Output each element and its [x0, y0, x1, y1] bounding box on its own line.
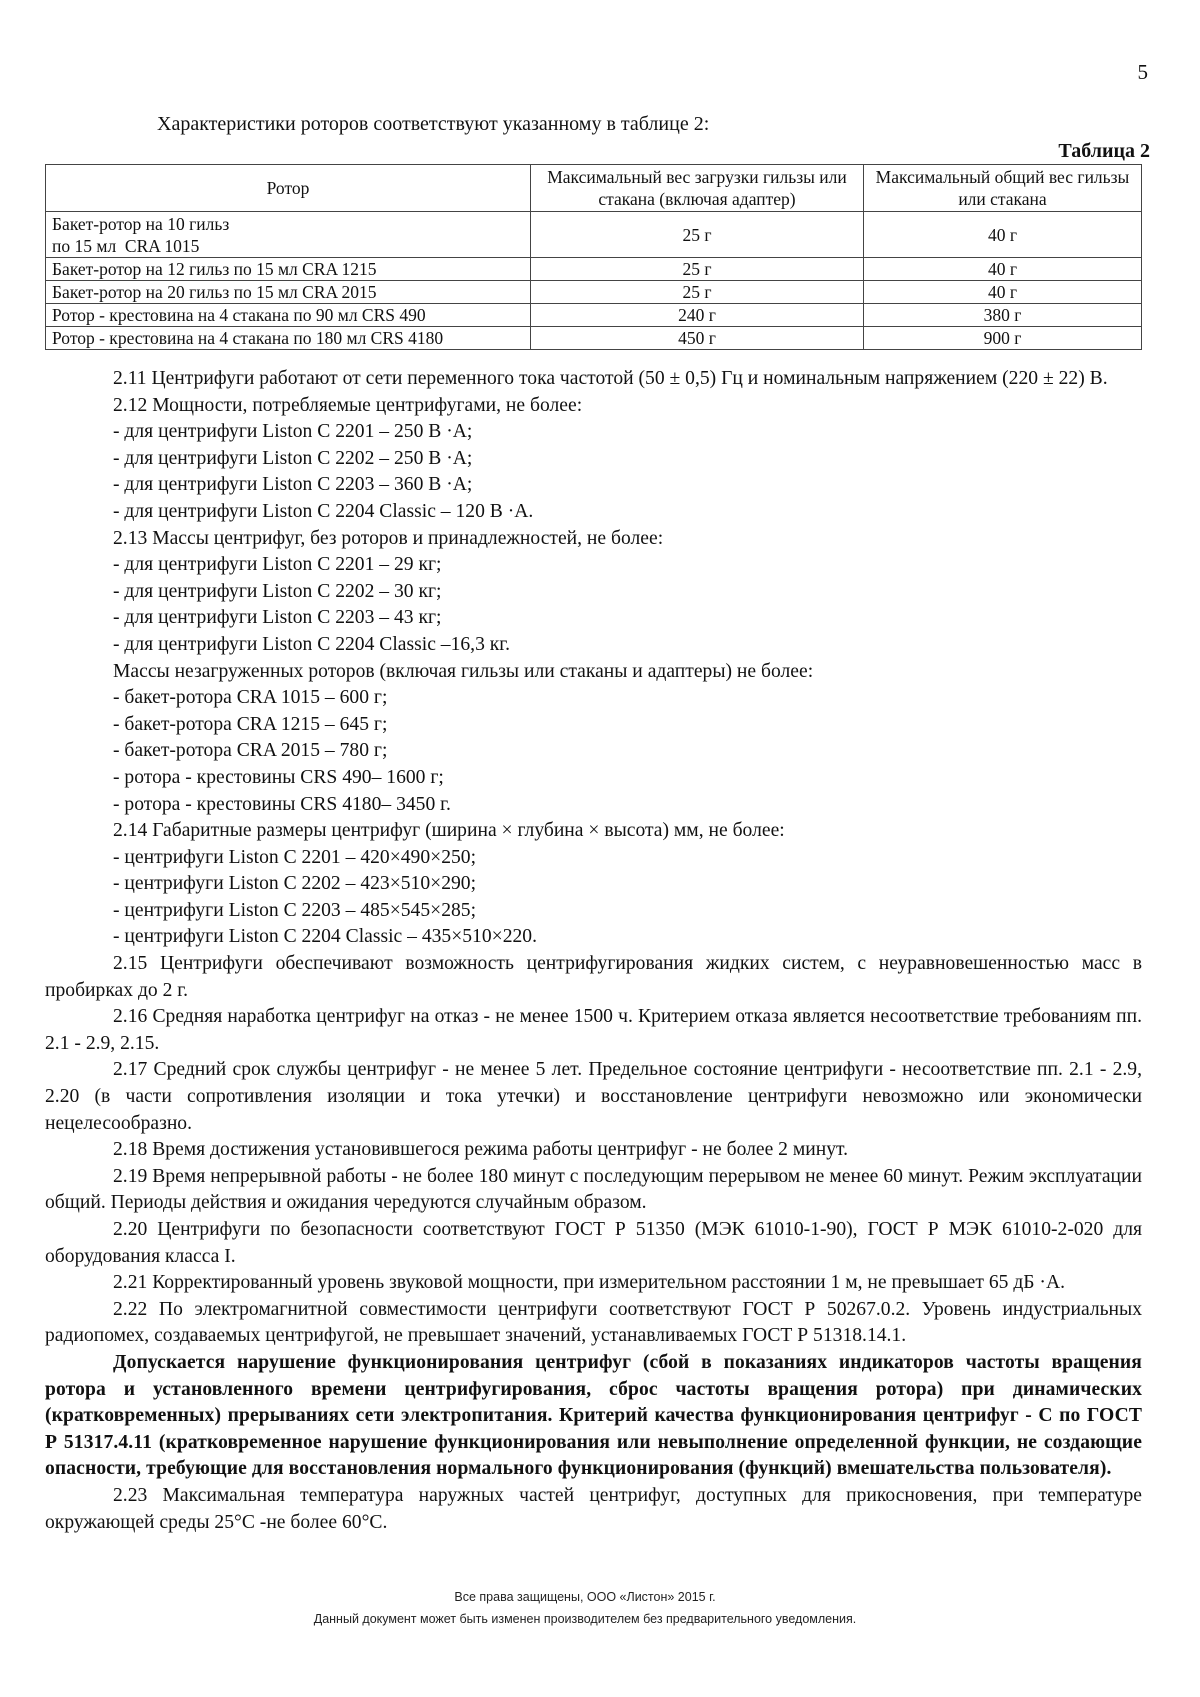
list-item: - ротора - крестовины CRS 4180– 3450 г.	[113, 793, 451, 815]
table-row	[46, 212, 1142, 258]
paragraph: 2.19 Время непрерывной работы - не более 180 минут с последующим перерывом не менее 60 минут. Режим эксплуатации общий. Периоды действия и ожидания чередуются случайным образом.	[45, 1165, 1142, 1214]
list-item: - бакет-ротора CRA 1215 – 645 г;	[113, 713, 388, 735]
header-max-load: Максимальный вес загрузки гильзы или стакана (включая адаптер)	[531, 165, 864, 212]
paragraph: 2.12 Мощности, потребляемые центрифугами, не более:	[113, 394, 583, 416]
paragraph: 2.23 Максимальная температура наружных частей центрифуг, доступных для прикосновения, при температуре окружающей среды 25°С -не более 60°С.	[45, 1484, 1142, 1533]
list-item: - для центрифуги Liston C 2202 – 30 кг;	[113, 580, 442, 602]
footer-copyright: Все права защищены, ООО «Листон» 2015 г.	[454, 1590, 716, 1604]
list-item: - бакет-ротора CRA 1015 – 600 г;	[113, 687, 388, 709]
list-item: - для центрифуги Liston C 2201 – 29 кг;	[113, 554, 442, 576]
cell-rotor-line1: Бакет-ротор на 10 гильз	[52, 213, 230, 234]
paragraph: 2.14 Габаритные размеры центрифуг (ширина × глубина × высота) мм, не более:	[113, 820, 785, 842]
paragraph: 2.22 По электромагнитной совместимости центрифуги соответствуют ГОСТ Р 50267.0.2. Уровень индустриальных радиопомех, создаваемых центрифугой, не превышает значений, устанавливаемых ГОСТ Р 51318.14.1.	[45, 1298, 1142, 1347]
cell-rotor: Ротор - крестовина на 4 стакана по 180 мл CRS 4180	[46, 327, 531, 350]
paragraph: 2.11 Центрифуги работают от сети переменного тока частотой (50 ± 0,5) Гц и номинальным напряжением (220 ± 22) В.	[113, 368, 1108, 389]
list-item: - для центрифуги Liston C 2203 – 360 В ·А;	[113, 474, 473, 496]
cell-max-load: 25 г	[531, 212, 864, 258]
cell-max-total: 380 г	[864, 304, 1142, 327]
table-row	[46, 327, 1142, 350]
cell-max-total: 40 г	[864, 212, 1142, 258]
paragraph: 2.15 Центрифуги обеспечивают возможность центрифугирования жидких систем, с неуравновешенностью масс в пробирках до 2 г.	[45, 953, 1142, 1001]
header-rotor: Ротор	[46, 165, 531, 212]
rotor-spec-table	[45, 164, 1142, 350]
intro-text: Характеристики роторов соответствуют указанному в таблице 2:	[157, 113, 710, 135]
list-item: - бакет-ротора CRA 2015 – 780 г;	[113, 740, 388, 762]
paragraph: 2.16 Средняя наработка центрифуг на отказ - не менее 1500 ч. Критерием отказа является несоответствие требованиям пп. 2.1 - 2.9, 2.15.	[45, 1006, 1142, 1054]
table-header-row	[46, 165, 1142, 212]
cell-max-load: 25 г	[531, 281, 864, 304]
list-item: - для центрифуги Liston C 2203 – 43 кг;	[113, 607, 442, 629]
cell-max-total: 900 г	[864, 327, 1142, 350]
list-item: - для центрифуги Liston C 2201 – 250 В ·А;	[113, 421, 473, 443]
cell-max-load: 240 г	[531, 304, 864, 327]
paragraph: Допускается нарушение функционирования центрифуг (сбой в показаниях индикаторов частоты вращения ротора и установленного времени центрифугирования, сброс частоты вращения ротора) при динамических (кратковременных) прерываниях сети электропитания. Критерий качества функционирования центрифуг - С по ГОСТ Р 51317.4.11 (кратковременное нарушение функционирования или невыполнение определенной функции, не создающие опасности, требующие для восстановления нормального функционирования (функций) вмешательства пользователя).	[45, 1351, 1142, 1480]
paragraph: 2.18 Время достижения установившегося режима работы центрифуг - не более 2 минут.	[113, 1139, 849, 1161]
footer-disclaimer: Данный документ может быть изменен производителем без предварительного уведомления.	[313, 1612, 857, 1626]
header-max-total: Максимальный общий вес гильзы или стакана	[864, 165, 1142, 212]
cell-max-load: 450 г	[531, 327, 864, 350]
list-item: - для центрифуги Liston C 2202 – 250 В ·А;	[113, 447, 473, 469]
table-row	[46, 304, 1142, 327]
list-item: - ротора - крестовины CRS 490– 1600 г;	[113, 766, 444, 788]
table-row	[46, 281, 1142, 304]
list-item: - центрифуги Liston C 2203 – 485×545×285;	[113, 899, 477, 921]
cell-max-load: 25 г	[531, 258, 864, 281]
list-item: - центрифуги Liston C 2201 – 420×490×250;	[113, 846, 477, 868]
cell-rotor: Ротор - крестовина на 4 стакана по 90 мл CRS 490	[46, 304, 531, 327]
footer	[0, 1586, 1170, 1630]
cell-rotor-line2: по 15 мл CRA 1015	[52, 235, 200, 256]
cell-max-total: 40 г	[864, 258, 1142, 281]
cell-rotor	[46, 212, 531, 258]
table-row	[46, 258, 1142, 281]
table-caption: Таблица 2	[1058, 140, 1150, 162]
cell-rotor: Бакет-ротор на 20 гильз по 15 мл CRA 2015	[46, 281, 531, 304]
paragraph: 2.21 Корректированный уровень звуковой мощности, при измерительном расстоянии 1 м, не превышает 65 дБ ·А.	[113, 1272, 1066, 1294]
paragraph: 2.20 Центрифуги по безопасности соответствуют ГОСТ Р 51350 (МЭК 61010-1-90), ГОСТ Р МЭК 61010-2-020 для оборудования класса I.	[45, 1219, 1142, 1267]
list-item: - для центрифуги Liston C 2204 Classic –16,3 кг.	[113, 633, 511, 655]
paragraph: 2.13 Массы центрифуг, без роторов и принадлежностей, не более:	[113, 527, 664, 549]
paragraph: 2.17 Средний срок службы центрифуг - не менее 5 лет. Предельное состояние центрифуги - несоответствие пп. 2.1 - 2.9, 2.20 (в части сопротивления изоляции и тока утечки) и восстановление центрифуги невозможно или экономически нецелесообразно.	[45, 1059, 1142, 1134]
cell-rotor: Бакет-ротор на 12 гильз по 15 мл CRA 1215	[46, 258, 531, 281]
list-item: - для центрифуги Liston C 2204 Classic – 120 В ·А.	[113, 500, 534, 522]
cell-max-total: 40 г	[864, 281, 1142, 304]
list-item: - центрифуги Liston C 2204 Classic – 435×510×220.	[113, 926, 537, 948]
body-text	[45, 366, 1142, 1536]
page-number: 5	[1137, 60, 1148, 84]
list-item: - центрифуги Liston C 2202 – 423×510×290;	[113, 873, 477, 895]
list-item: Массы незагруженных роторов (включая гильзы или стаканы и адаптеры) не более:	[113, 660, 814, 682]
